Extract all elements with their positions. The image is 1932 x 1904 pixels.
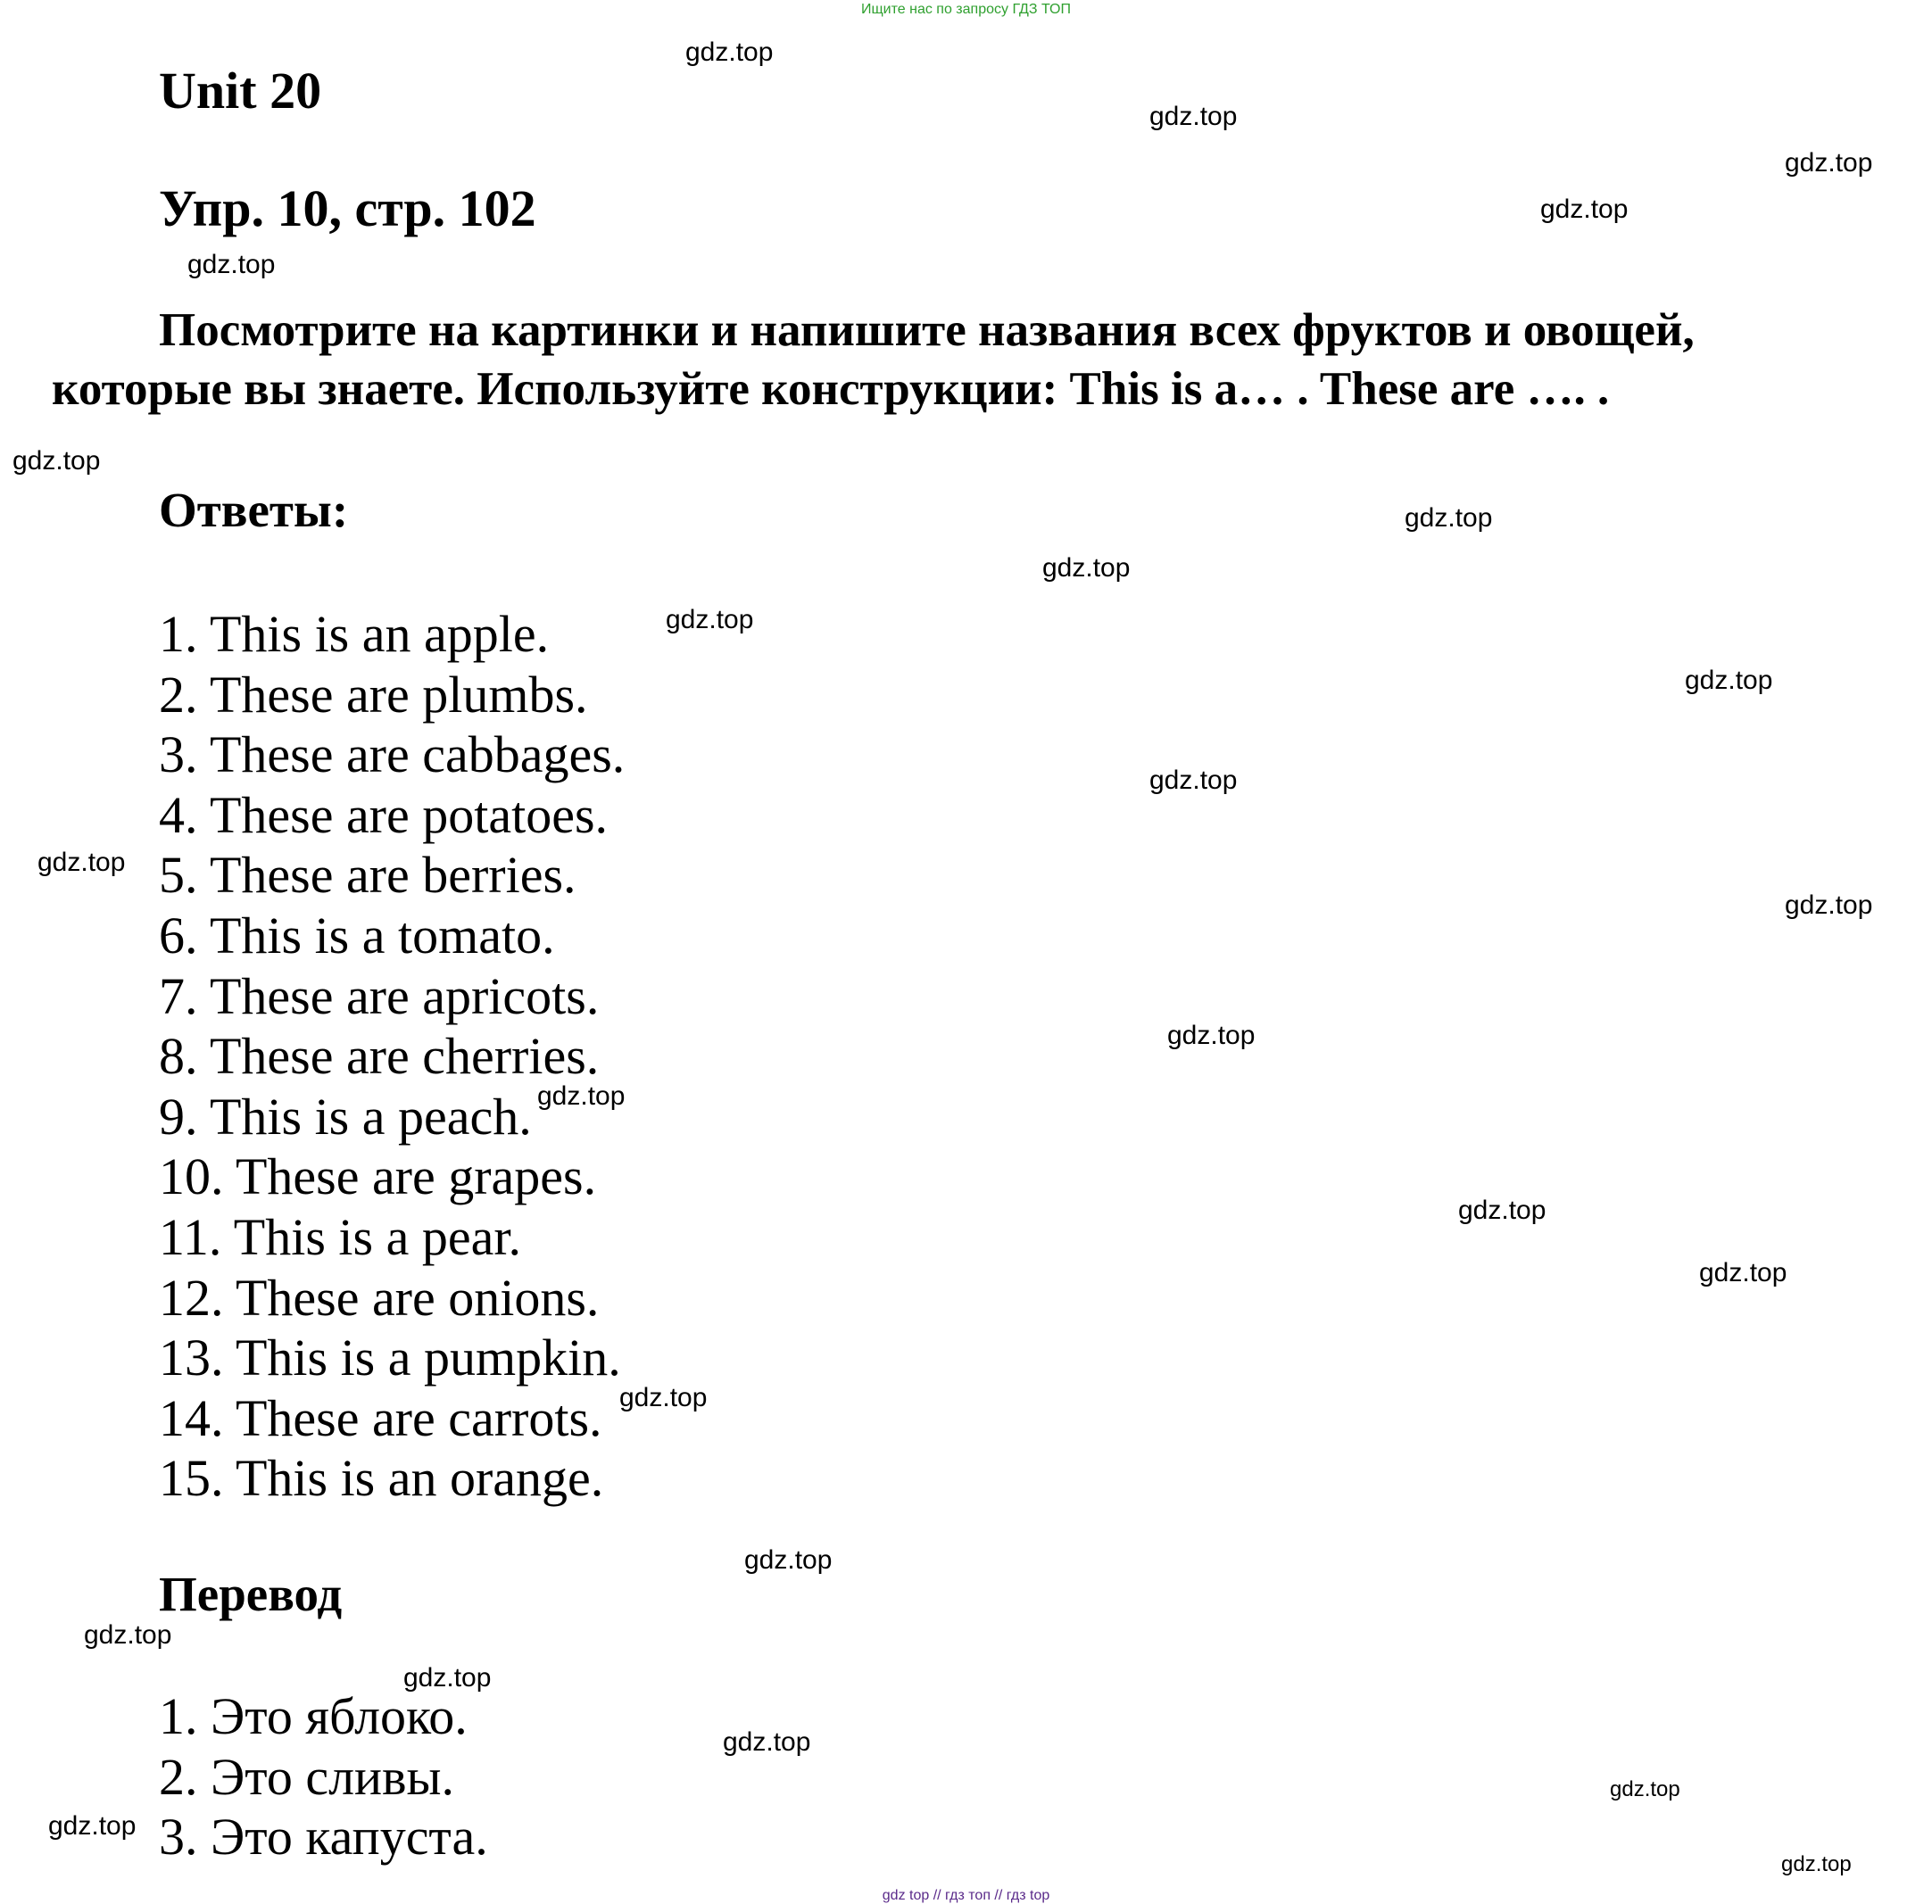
watermark: gdz.top bbox=[1610, 1777, 1680, 1801]
watermark: gdz.top bbox=[685, 37, 774, 67]
answer-item: 11. This is a pear. bbox=[159, 1207, 521, 1266]
watermark: gdz.top bbox=[1685, 666, 1773, 695]
watermark: gdz.top bbox=[744, 1545, 833, 1575]
watermark: gdz.top bbox=[403, 1663, 492, 1693]
translation-item: 2. Это сливы. bbox=[159, 1747, 454, 1806]
answer-item: 10. These are grapes. bbox=[159, 1147, 597, 1206]
answer-item: 3. These are cabbages. bbox=[159, 725, 626, 784]
answers-list bbox=[159, 604, 625, 1509]
watermark: gdz.top bbox=[1785, 890, 1873, 920]
watermark: gdz.top bbox=[84, 1620, 172, 1650]
unit-title: Unit 20 bbox=[159, 62, 322, 120]
answer-item: 2. These are plumbs. bbox=[159, 665, 588, 724]
watermark: gdz.top bbox=[619, 1383, 708, 1412]
translation-item: 3. Это капуста. bbox=[159, 1808, 488, 1867]
answer-item: 13. This is a pumpkin. bbox=[159, 1329, 621, 1387]
watermark: gdz.top bbox=[1149, 102, 1238, 131]
watermark: gdz.top bbox=[666, 605, 754, 634]
watermark: gdz.top bbox=[1699, 1258, 1787, 1287]
watermark: gdz.top bbox=[12, 446, 101, 476]
answer-item: 7. These are apricots. bbox=[159, 966, 600, 1025]
top-banner: Ищите нас по запросу ГДЗ ТОП bbox=[861, 2, 1071, 17]
translation-list bbox=[159, 1686, 488, 1867]
answer-item: 6. This is a tomato. bbox=[159, 906, 555, 964]
footer-links: gdz top // гдз топ // гдз top bbox=[882, 1888, 1050, 1903]
answer-item: 5. These are berries. bbox=[159, 846, 576, 905]
watermark: gdz.top bbox=[48, 1811, 137, 1841]
answers-heading: Ответы: bbox=[159, 483, 349, 537]
answer-item: 15. This is an orange. bbox=[159, 1449, 604, 1508]
answer-item: 4. These are potatoes. bbox=[159, 785, 609, 844]
watermark: gdz.top bbox=[1540, 195, 1629, 224]
answer-item: 9. This is a peach. bbox=[159, 1087, 532, 1146]
watermark: gdz.top bbox=[1405, 503, 1493, 533]
watermark: gdz.top bbox=[187, 250, 276, 279]
watermark: gdz.top bbox=[37, 848, 126, 877]
watermark: gdz.top bbox=[1781, 1852, 1852, 1876]
watermark: gdz.top bbox=[1149, 766, 1238, 795]
watermark: gdz.top bbox=[1167, 1021, 1256, 1050]
task-instruction-line-2: которые вы знаете. Используйте конструкции: This is a… . These are …. . bbox=[52, 363, 1610, 415]
answer-item: 14. These are carrots. bbox=[159, 1388, 602, 1447]
exercise-title: Упр. 10, стр. 102 bbox=[159, 179, 536, 237]
watermark: gdz.top bbox=[537, 1081, 626, 1111]
answer-item: 8. These are cherries. bbox=[159, 1027, 600, 1086]
answer-item: 12. These are onions. bbox=[159, 1268, 600, 1327]
watermark: gdz.top bbox=[1785, 148, 1873, 178]
watermark: gdz.top bbox=[1458, 1196, 1546, 1225]
watermark: gdz.top bbox=[723, 1727, 811, 1757]
translation-item: 1. Это яблоко. bbox=[159, 1687, 468, 1745]
task-instruction-line-1: Посмотрите на картинки и напишите названия всех фруктов и овощей, bbox=[159, 304, 1695, 356]
answer-item: 1. This is an apple. bbox=[159, 605, 550, 663]
watermark: gdz.top bbox=[1042, 553, 1131, 583]
translation-heading: Перевод bbox=[159, 1567, 343, 1621]
